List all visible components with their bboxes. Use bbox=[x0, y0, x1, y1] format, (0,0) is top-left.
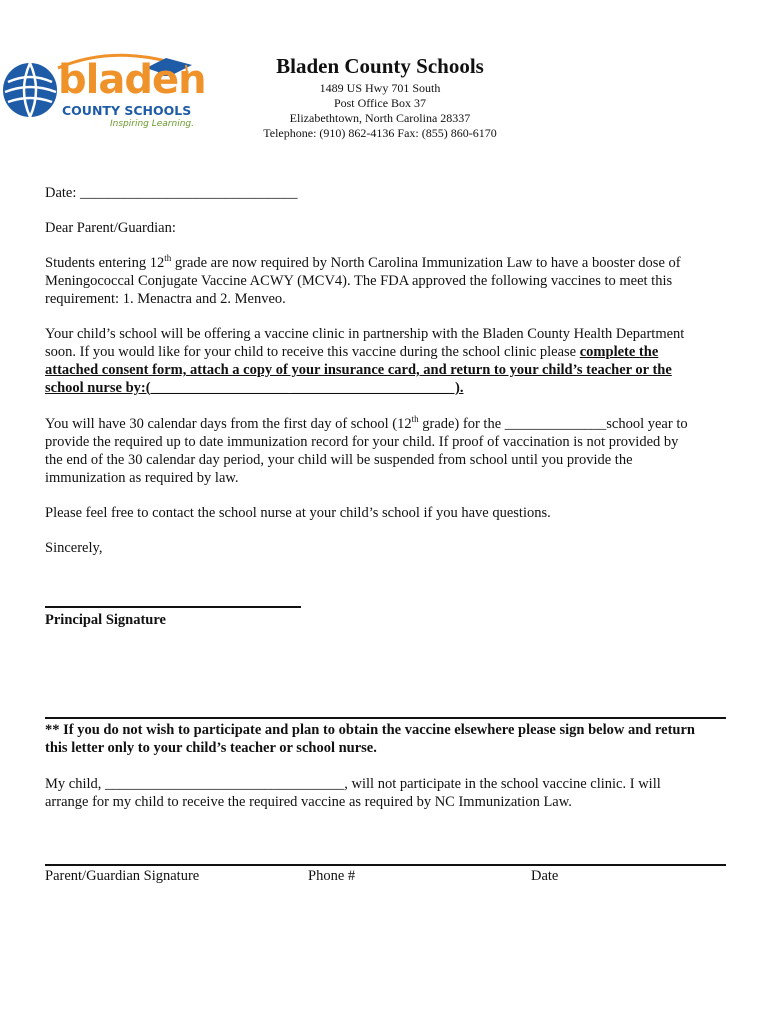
closing: Sincerely, bbox=[45, 540, 103, 556]
principal-signature-label: Principal Signature bbox=[45, 612, 166, 628]
paragraph-clinic: Your child’s school will be offering a vaccine clinic in partnership with the Bladen County Health Department soon. If you would like for your child to receive this vaccine during the school clinic please complete the attached consent form, attach a copy of your insurance card, and return to your child’s teacher or the school nurse by:(___________________ ______________________ ). bbox=[45, 326, 685, 396]
address-line-3: Elizabethtown, North Carolina 28337 bbox=[289, 111, 471, 125]
optout-divider bbox=[45, 717, 726, 719]
school-name-title: Bladen County Schools bbox=[276, 54, 484, 78]
guardian-signature-line[interactable] bbox=[45, 864, 726, 866]
logo-subtitle: COUNTY SCHOOLS bbox=[62, 103, 192, 118]
guardian-signature-label: Parent/Guardian Signature bbox=[45, 868, 200, 884]
paragraph-contact: Please feel free to contact the school nurse at your child’s school if you have questions. bbox=[45, 505, 551, 521]
logo-wordmark: bladen bbox=[58, 57, 206, 103]
address-line-1: 1489 US Hwy 701 South bbox=[319, 81, 441, 95]
salutation: Dear Parent/Guardian: bbox=[45, 220, 176, 236]
date-field[interactable]: Date: ______________________________ bbox=[45, 185, 298, 201]
logo-tagline: Inspiring Learning. bbox=[110, 119, 194, 129]
contact-phone-fax: Telephone: (910) 862-4136 Fax: (855) 860-6170 bbox=[263, 126, 497, 140]
optout-notice: ** If you do not wish to participate and plan to obtain the vaccine elsewhere please sign below and return this letter only to your child’s teacher or school nurse. bbox=[45, 722, 695, 756]
paragraph-requirement: Students entering 12th grade are now required by North Carolina Immunization Law to have a booster dose of Meningococcal Conjugate Vaccine ACWY (MCV4). The FDA approved the following vaccines to meet this requirement: 1. Menactra and 2. Menveo. bbox=[45, 253, 681, 307]
phone-label: Phone # bbox=[308, 868, 356, 884]
paragraph-deadline: You will have 30 calendar days from the first day of school (12th grade) for the ______________school year to provide the required up to date immunization record for your child. If proof of vaccination is not provided by the end of the 30 calendar day period, your child will be suspended from school until you provide the immunization as required by law. bbox=[45, 414, 688, 486]
address-line-2: Post Office Box 37 bbox=[333, 96, 427, 110]
date-label: Date bbox=[531, 868, 559, 884]
school-logo bbox=[0, 48, 206, 133]
optout-child-statement: My child, _________________________________, will not participate in the school vaccine clinic. I will arrange for my child to receive the required vaccine as required by NC Immunization Law. bbox=[45, 776, 661, 810]
principal-signature-line[interactable] bbox=[45, 606, 301, 608]
